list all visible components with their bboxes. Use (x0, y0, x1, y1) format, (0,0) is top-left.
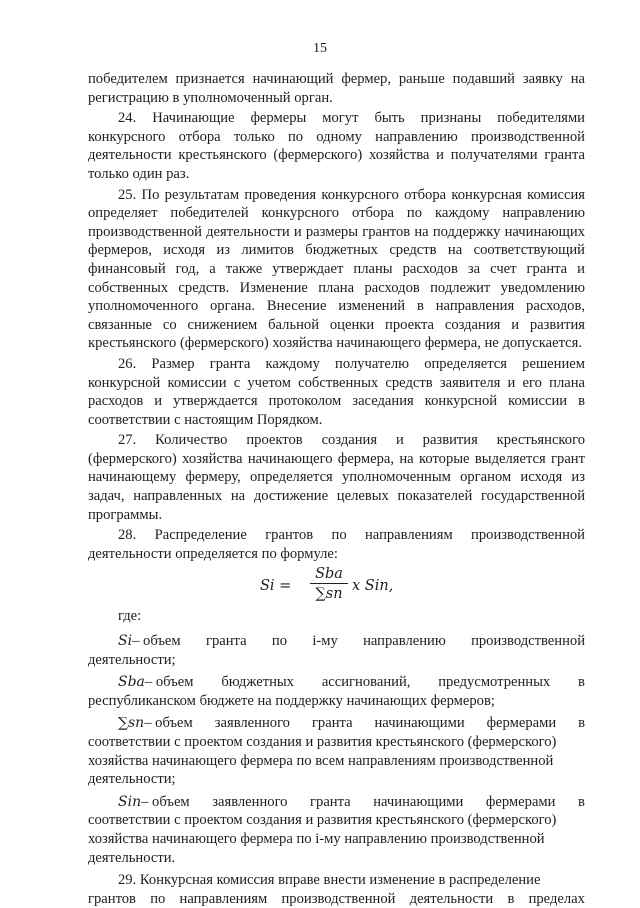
definition-first-line (88, 632, 585, 651)
definition-term (118, 673, 193, 692)
definition-word: – объем (144, 715, 193, 732)
definition-word: в (578, 674, 585, 691)
paragraph-29-first-line: 29. Конкурсная комиссия вправе внести изменение в распределение (118, 872, 541, 889)
paragraph-28: 28. Распределение грантов по направлениям производственной деятельности определяется по формуле: (88, 527, 585, 562)
paragraph-continuation: победителем признается начинающий фермер, раньше подавший заявку на регистрацию в уполномоченный орган. (88, 71, 585, 106)
formula-fraction (310, 565, 348, 604)
definition-continuation: соответствии с проектом создания и развития крестьянского (фермерского) хозяйства начинающего фермера по i-му направлению производственной деятельности. (88, 812, 557, 866)
definition-word: начинающими (374, 715, 465, 732)
definition-word: в (578, 715, 585, 732)
definition-word: производственной (471, 633, 585, 650)
paragraph-29-word: деятельности (409, 890, 494, 907)
definition-continuation: соответствии с проектом создания и развития крестьянского (фермерского) хозяйства начинающего фермера по всем направлениям производственной деятельности; (88, 734, 557, 788)
grant-formula (88, 565, 585, 605)
definition-symbol: Si (118, 633, 133, 650)
definition-word: – объем (144, 674, 194, 691)
text-column (88, 70, 585, 908)
paragraph-29-word: грантов (88, 890, 136, 907)
definition-first-line (88, 793, 585, 812)
definition-word: в (578, 793, 585, 810)
paragraph-25: 25. По результатам проведения конкурсного отбора конкурсная комиссия определяет победителей конкурсного отбора по каждому направлению производственной деятельности и размеры грантов на поддержку начинающих фермеров, исходя из лимитов бюджетных средств на соответствующий финансовый год, а также утверждает планы расходов за счет гранта и собственных средств. Изменение плана расходов подлежит уведомлению уполномоченного органа. Внесение изменений в направления расходов, связанные со снижением бальной оценки проекта создания и развития крестьянского (фермерского) хозяйства начинающего фермера, не допускается. (88, 186, 585, 352)
definition-symbol: Sba (118, 674, 145, 691)
definition-word: направлению (363, 633, 446, 650)
paragraph-26: 26. Размер гранта каждому получателю определяется решением конкурсной комиссии с учетом собственных средств заявителя и его плана расходов и утверждается протоколом заседания конкурсной комиссии в соответствии с настоящим Порядком. (88, 355, 585, 428)
paragraph-29-last-line (88, 890, 585, 908)
definition-word: предусмотренных (438, 674, 551, 691)
definition-symbol: ∑sn (118, 715, 145, 732)
definition-item (88, 714, 585, 788)
definition-word: – объем (141, 793, 190, 810)
definition-word: заявленного (212, 793, 288, 810)
formula-denominator: ∑sn (315, 586, 343, 603)
definitions-list (88, 632, 585, 867)
paragraph-27: 27. Количество проектов создания и развития крестьянского (фермерского) хозяйства начинающего фермера, на которые выделяется грант начинающему фермеру, определяется уполномоченным органом исходя из задач, направленных на достижение целевых показателей государственной программы. (88, 432, 585, 523)
definition-symbol: Sin (118, 793, 142, 810)
definition-item (88, 793, 585, 867)
paragraph-29-word: по (150, 890, 166, 907)
paragraph-29-word: направлениям (179, 890, 268, 907)
formula-numerator: Sba (310, 565, 348, 584)
definition-term (118, 714, 193, 733)
definition-word: ассигнований, (321, 674, 411, 691)
paragraph-24: 24. Начинающие фермеры могут быть признаны победителями конкурсного отбора только по одному направлению производственной деятельности крестьянского (фермерского) хозяйства и получателями гранта только один раз. (88, 110, 585, 182)
definition-word: – объем (132, 633, 181, 650)
definition-continuation: республиканском бюджете на поддержку начинающих фермеров; (88, 692, 495, 709)
paragraph-29-word: в (507, 890, 515, 907)
definition-word: фермерами (486, 715, 557, 732)
definition-word: фермерами (485, 793, 556, 810)
definition-item (88, 673, 585, 710)
definition-first-line (88, 714, 585, 733)
paragraph-29-word: производственной (281, 890, 396, 907)
definition-word: гранта (205, 633, 247, 650)
definition-first-line (88, 673, 585, 692)
definition-word: бюджетных (221, 674, 294, 691)
paragraph-29-word: пределах (528, 890, 585, 907)
where-label: где: (118, 608, 142, 625)
definition-word: гранта (311, 715, 353, 732)
definition-continuation: деятельности; (88, 651, 176, 668)
formula-lhs: Si = (260, 578, 292, 595)
definition-word: по (271, 633, 287, 650)
page-number: 15 (313, 41, 327, 56)
definition-word: начинающими (373, 793, 464, 810)
definition-term (118, 632, 181, 651)
definition-term (118, 793, 190, 812)
formula-rhs: x Sin, (352, 578, 394, 595)
definition-word: гранта (310, 793, 351, 810)
definition-word: i-му (312, 633, 338, 650)
paragraph-29 (88, 871, 585, 908)
definition-item (88, 632, 585, 669)
definition-word: заявленного (214, 715, 290, 732)
